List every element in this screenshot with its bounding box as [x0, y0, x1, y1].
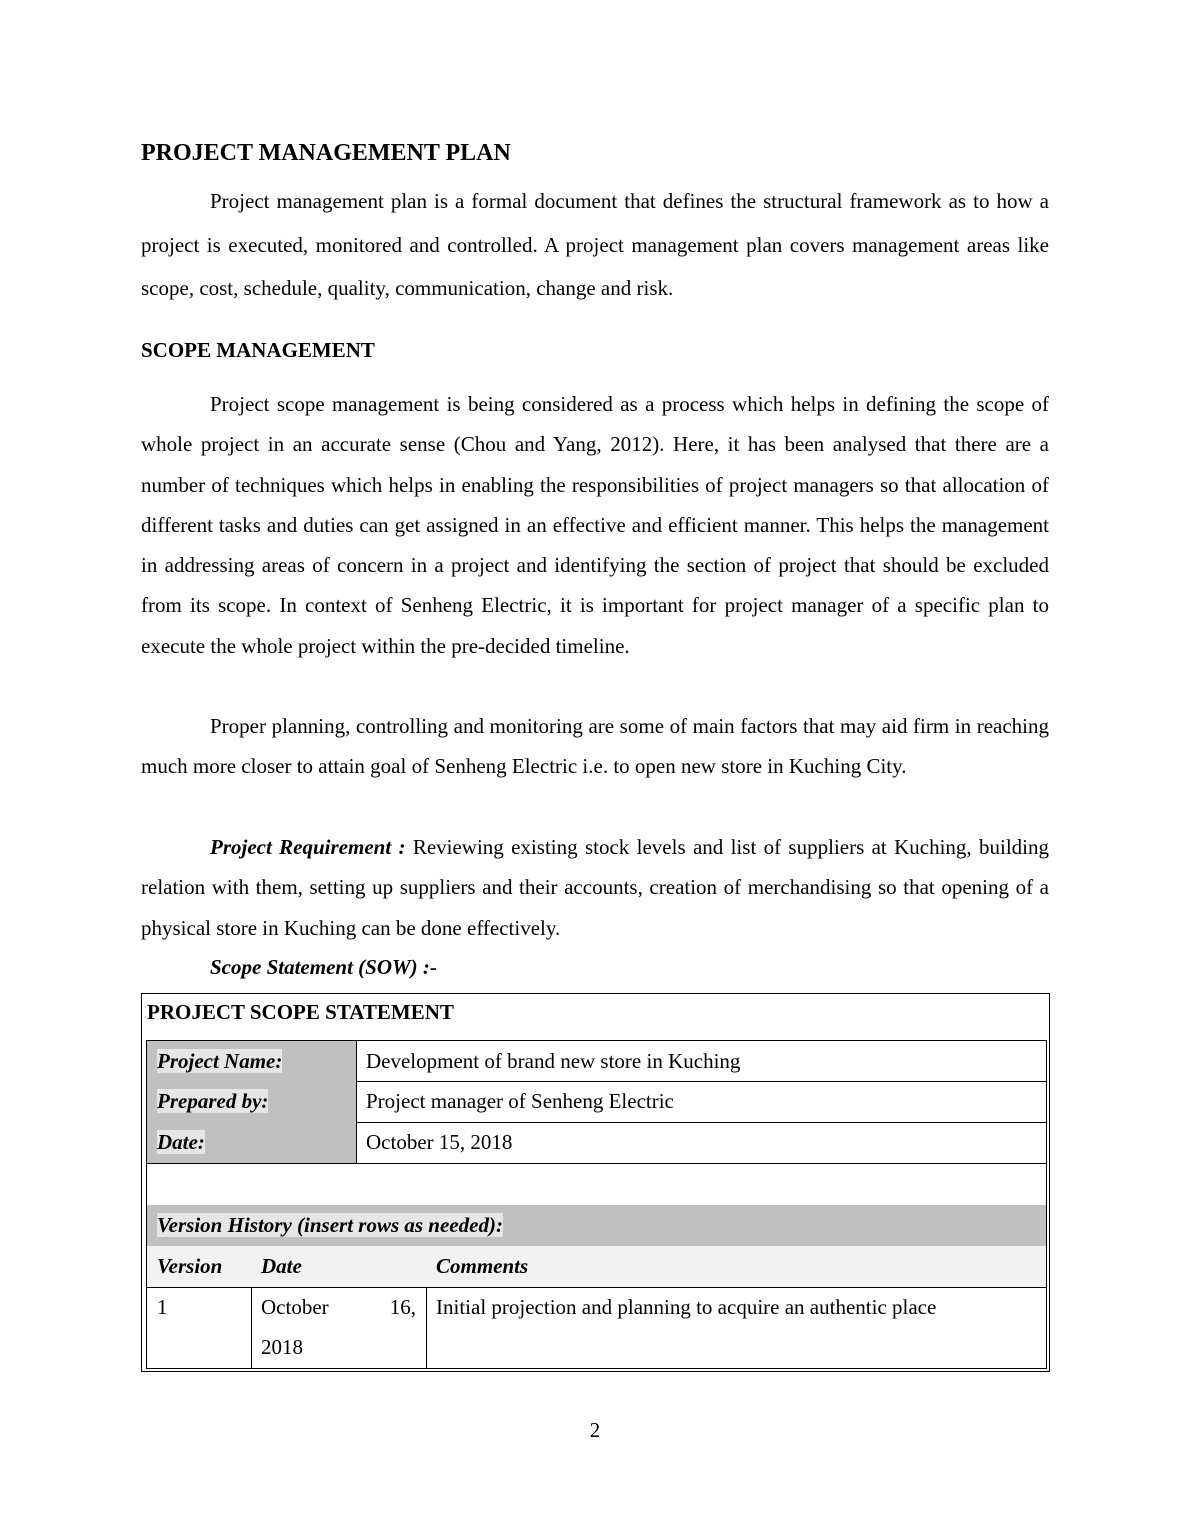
row-comment: Initial projection and planning to acquire an authentic place — [426, 1287, 1047, 1369]
version-history-title: Version History (insert rows as needed): — [146, 1205, 1047, 1247]
page-title: PROJECT MANAGEMENT PLAN — [141, 140, 511, 166]
field-value-project-name: Development of brand new store in Kuching — [356, 1040, 1047, 1082]
column-header-version: Version — [146, 1246, 252, 1288]
requirement-text: Reviewing existing stock levels and list of suppliers at Kuching, building relation with them, setting up suppliers and their accounts, creation of merchandising so that opening of a physical store in Kuching can be done effectively. — [141, 835, 1049, 940]
row-date-day: 16, — [389, 1295, 416, 1319]
sow-label: Scope Statement (SOW) :- — [210, 955, 437, 979]
intro-paragraph: Project management plan is a formal document that defines the structural framework as to how a project is executed, monitored and controlled. A project management plan covers management areas like scope, cost, schedule, quality, communication, change and risk. — [141, 189, 1049, 300]
row-date-year: 2018 — [261, 1335, 303, 1359]
column-header-comments: Comments — [426, 1246, 1047, 1288]
page-number: 2 — [589, 1418, 601, 1442]
column-header-date: Date — [251, 1246, 427, 1288]
sow-paragraph — [141, 947, 1049, 987]
field-value-date: October 15, 2018 — [356, 1122, 1047, 1164]
scope-management-heading: SCOPE MANAGEMENT — [141, 338, 375, 362]
field-label-prepared-by: Prepared by: — [146, 1081, 357, 1123]
scope-statement-title: PROJECT SCOPE STATEMENT — [147, 1000, 454, 1024]
row-date — [251, 1287, 427, 1369]
spacer-row — [146, 1163, 1047, 1206]
row-date-month: October — [261, 1295, 329, 1319]
field-label-date: Date: — [146, 1122, 357, 1164]
row-version: 1 — [146, 1287, 252, 1369]
field-label-project-name: Project Name: — [146, 1040, 357, 1082]
scope-paragraph-2: Proper planning, controlling and monitoring are some of main factors that may aid firm in reaching much more closer to attain goal of Senheng Electric i.e. to open new store in Kuching City. — [141, 714, 1049, 779]
scope-statement-table — [141, 993, 1050, 1372]
requirement-label: Project Requirement : — [210, 835, 406, 859]
requirement-paragraph — [141, 827, 1049, 948]
scope-paragraph-1: Project scope management is being considered as a process which helps in defining the scope of whole project in an accurate sense (Chou and Yang, 2012). Here, it has been analysed that there are a number of techniques which helps in enabling the responsibilities of project managers so that allocation of different tasks and duties can get assigned in an effective and efficient manner. This helps the management in addressing areas of concern in a project and identifying the section of project that should be excluded from its scope. In context of Senheng Electric, it is important for project manager of a specific plan to execute the whole project within the pre-decided timeline. — [141, 392, 1049, 658]
field-value-prepared-by: Project manager of Senheng Electric — [356, 1081, 1047, 1123]
